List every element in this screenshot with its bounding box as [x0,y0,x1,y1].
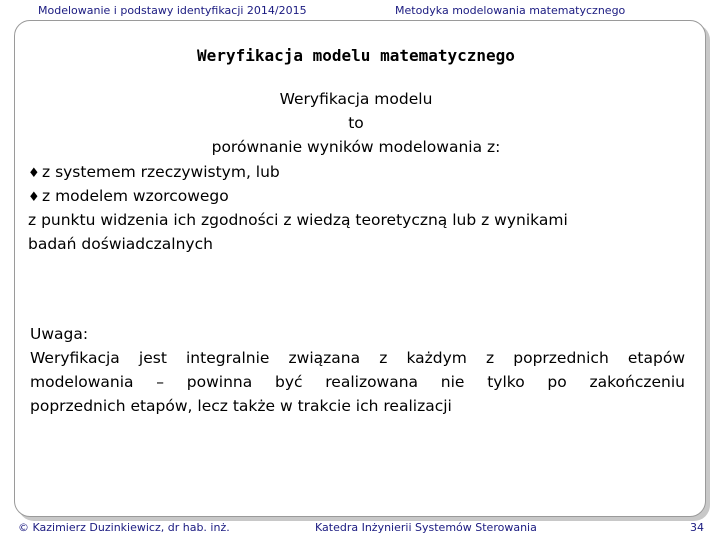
header-course-title: Modelowanie i podstawy identyfikacji 2014/2015 [38,4,307,17]
note-heading: Uwaga: [30,325,89,343]
definition-block [0,87,712,159]
footer-department: Katedra Inżynierii Systemów Sterowania [315,521,537,534]
list-item-text: z systemem rzeczywistym, lub [42,163,280,181]
note-line-2: modelowania – powinna być realizowana nie tylko po zakończeniu [30,373,685,391]
page-number: 34 [690,521,704,534]
slide-title: Weryfikacja modelu matematycznego [197,46,515,65]
tail-line-2: badań doświadczalnych [28,235,213,253]
list-item [28,184,568,208]
list-item-text: z modelem wzorcowego [42,187,229,205]
list-item [28,160,568,184]
footer-author: © Kazimierz Duzinkiewicz, dr hab. inż. [18,521,230,534]
diamond-bullet-icon: ♦ [28,166,40,181]
comparison-list [28,160,568,256]
note-line-3: poprzednich etapów, lecz także w trakcie ich realizacji [30,397,452,415]
definition-line-1: Weryfikacja modelu [279,90,433,108]
header-section-title: Metodyka modelowania matematycznego [395,4,626,17]
note-line-1: Weryfikacja jest integralnie związana z każdym z poprzednich etapów [30,349,685,367]
tail-line-1: z punktu widzenia ich zgodności z wiedzą teoretyczną lub z wynikami [28,211,568,229]
definition-line-3: porównanie wyników modelowania z: [211,138,501,156]
definition-line-2: to [348,114,364,132]
diamond-bullet-icon: ♦ [28,190,40,205]
note-block [30,322,685,418]
